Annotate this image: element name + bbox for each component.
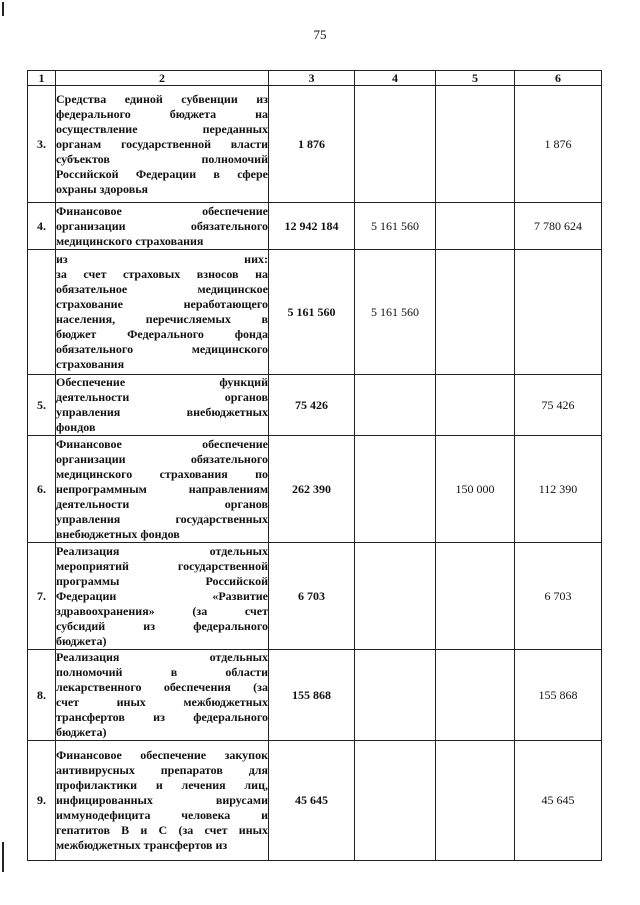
budget-table <box>27 70 602 861</box>
header-col-5: 5 <box>436 71 515 86</box>
amount-col5 <box>436 741 515 861</box>
amount-col6: 1 876 <box>515 86 602 203</box>
amount-col6: 155 868 <box>515 650 602 741</box>
amount-col6: 112 390 <box>515 436 602 543</box>
description-line: Реализация отдельных <box>56 650 268 664</box>
description-line: субсидий из федерального <box>56 618 268 633</box>
left-edge-mark-top <box>2 2 4 16</box>
table-header-row <box>28 71 602 86</box>
amount-col5 <box>436 543 515 650</box>
description-line: за счет страховых взносов на <box>56 267 268 281</box>
table-row <box>28 741 602 861</box>
page-number: 75 <box>313 27 327 42</box>
amount-col6: 6 703 <box>515 543 602 650</box>
description-line: инфицированных вирусами <box>56 793 268 807</box>
header-col-2: 2 <box>56 71 269 86</box>
description-line: медицинского страхования <box>56 233 204 248</box>
row-description <box>56 375 269 436</box>
description-line: федерального бюджета на <box>56 106 268 121</box>
description-line: бюджета) <box>56 633 107 648</box>
description-line: субъектов полномочий <box>56 151 268 166</box>
description-line: организации обязательного <box>56 451 268 466</box>
amount-col3: 5 161 560 <box>269 250 355 375</box>
amount-col3: 12 942 184 <box>269 203 355 250</box>
row-number: 6. <box>28 436 56 543</box>
description-line: охраны здоровья <box>56 181 149 196</box>
description-line: мероприятий государственной <box>56 558 268 573</box>
description-line: гепатитов В и С (за счет иных <box>56 823 268 837</box>
row-number: 8. <box>28 650 56 741</box>
description-line: профилактики и лечения лиц, <box>56 778 268 792</box>
description-line: Финансовое обеспечение закупок <box>56 748 268 762</box>
amount-col4 <box>355 86 436 203</box>
description-line: обязательного медицинского <box>56 342 268 356</box>
amount-col4 <box>355 375 436 436</box>
row-description <box>56 436 269 543</box>
description-line: Финансовое обеспечение <box>56 203 268 218</box>
row-number: 7. <box>28 543 56 650</box>
description-line: страхования <box>56 357 125 371</box>
row-number: 9. <box>28 741 56 861</box>
description-line: Средства единой субвенции из <box>56 91 268 106</box>
amount-col5 <box>436 375 515 436</box>
description-line: осуществление переданных <box>56 121 268 136</box>
description-line: страхование неработающего <box>56 297 268 311</box>
amount-col6 <box>515 250 602 375</box>
header-col-3: 3 <box>269 71 355 86</box>
description-line: населения, перечисляемых в <box>56 312 268 326</box>
amount-col5: 150 000 <box>436 436 515 543</box>
row-description <box>56 650 269 741</box>
table-row <box>28 650 602 741</box>
header-col-4: 4 <box>355 71 436 86</box>
row-description <box>56 86 269 203</box>
amount-col3: 262 390 <box>269 436 355 543</box>
description-line: управления внебюджетных <box>56 405 268 419</box>
description-line: лекарственного обеспечения (за <box>56 680 268 694</box>
description-line: антивирусных препаратов для <box>56 763 268 777</box>
row-description <box>56 203 269 250</box>
description-line: внебюджетных фондов <box>56 526 180 541</box>
table-row <box>28 250 602 375</box>
table-row <box>28 436 602 543</box>
amount-col4 <box>355 650 436 741</box>
row-description <box>56 543 269 650</box>
description-line: деятельности органов <box>56 496 268 511</box>
row-number <box>28 250 56 375</box>
row-number: 3. <box>28 86 56 203</box>
description-line: управления государственных <box>56 511 268 526</box>
description-line: Обеспечение функций <box>56 375 268 389</box>
description-line: медицинского страхования по <box>56 466 268 481</box>
description-line: трансфертов из федерального <box>56 710 268 724</box>
amount-col6: 75 426 <box>515 375 602 436</box>
table-row <box>28 203 602 250</box>
description-line: Российской Федерации в сфере <box>56 166 268 181</box>
description-line: органам государственной власти <box>56 136 268 151</box>
amount-col3: 75 426 <box>269 375 355 436</box>
table-row <box>28 375 602 436</box>
description-line: межбюджетных трансфертов из <box>56 838 228 852</box>
description-line: фондов <box>56 420 96 434</box>
amount-col5 <box>436 86 515 203</box>
amount-col3: 45 645 <box>269 741 355 861</box>
description-line: иммунодефицита человека и <box>56 808 268 822</box>
description-line: Федерации «Развитие <box>56 588 268 603</box>
row-number: 5. <box>28 375 56 436</box>
description-line: здравоохранения» (за счет <box>56 603 268 618</box>
row-description <box>56 250 269 375</box>
description-line: обязательное медицинское <box>56 282 268 296</box>
description-line: бюджет Федерального фонда <box>56 327 268 341</box>
table-body <box>28 86 602 861</box>
description-line: полномочий в области <box>56 665 268 679</box>
description-line: Реализация отдельных <box>56 543 268 558</box>
amount-col4: 5 161 560 <box>355 203 436 250</box>
header-col-1: 1 <box>28 71 56 86</box>
description-line: Финансовое обеспечение <box>56 436 268 451</box>
amount-col5 <box>436 250 515 375</box>
amount-col3: 155 868 <box>269 650 355 741</box>
amount-col5 <box>436 203 515 250</box>
header-col-6: 6 <box>515 71 602 86</box>
table-row <box>28 543 602 650</box>
description-line: бюджета) <box>56 725 107 739</box>
description-line: из них: <box>56 252 268 266</box>
table-row <box>28 86 602 203</box>
amount-col4 <box>355 436 436 543</box>
description-line: организации обязательного <box>56 218 268 233</box>
left-edge-mark-bottom <box>2 842 4 872</box>
description-line: деятельности органов <box>56 390 268 404</box>
row-number: 4. <box>28 203 56 250</box>
amount-col6: 45 645 <box>515 741 602 861</box>
amount-col4: 5 161 560 <box>355 250 436 375</box>
amount-col4 <box>355 543 436 650</box>
row-description <box>56 741 269 861</box>
amount-col3: 6 703 <box>269 543 355 650</box>
description-line: непрограммным направлениям <box>56 481 268 496</box>
amount-col4 <box>355 741 436 861</box>
amount-col5 <box>436 650 515 741</box>
description-line: счет иных межбюджетных <box>56 695 268 709</box>
amount-col3: 1 876 <box>269 86 355 203</box>
amount-col6: 7 780 624 <box>515 203 602 250</box>
description-line: программы Российской <box>56 573 268 588</box>
